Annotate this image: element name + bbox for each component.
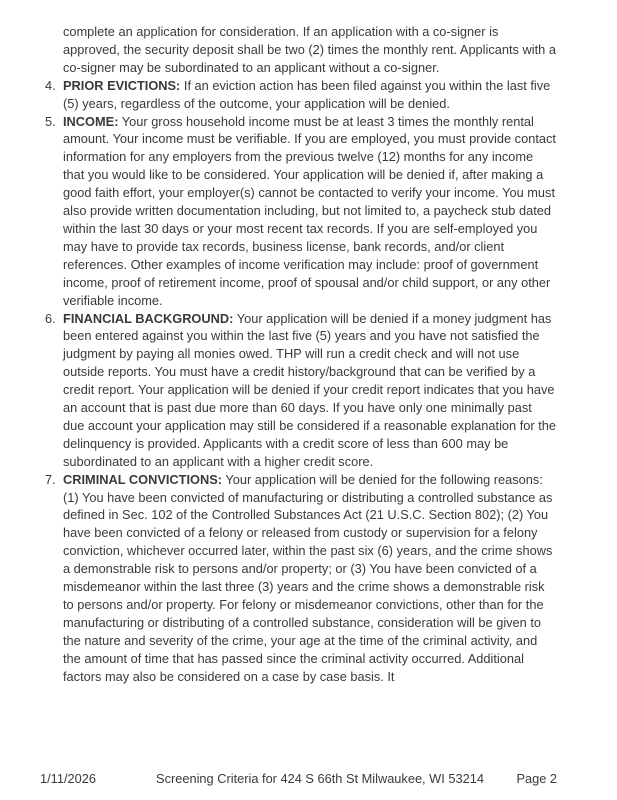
list-item-number: 7. [45,471,56,487]
list-item-text: Your application will be denied if a money judgment has been entered against you within the last five (5) years and you have not satisfied the judgment by paying all monies owed. THP will run a credit check and will not use outside reports. You must have a credit history/background that can be verified by a credit report. Your application will be denied if your credit report indicates that you have an account that is past due more than 60 days. If you have only one minimally past due account your application may still be considered if a reasonable explanation for the delinquency is provided. Applicants with a credit score of less than 600 may be subordinated to an applicant with a higher credit score. [63,310,556,469]
list-item-financial-background [45,310,556,471]
list-item-criminal-convictions [45,471,556,686]
list-item-title: INCOME: [63,113,119,129]
list-item-text: Your gross household income must be at least 3 times the monthly rental amount. Your income must be verifiable. If you are employed, you must provide contact information for any employers from the previous twelve (12) months for any income that you would like to be considered. Your application will be denied if, after making a good faith effort, your employer(s) cannot be contacted to verify your income. You must also provide written documentation including, but not limited to, a paycheck stub dated within the last 30 days or your most recent tax records. If you are self-employed you may have to provide tax records, business license, bank records, and/or client references. Other examples of income verification may include: proof of government income, proof of retirement income, proof of spousal and/or child support, or any other verifiable income. [63,113,556,308]
list-item-number: 5. [45,113,56,129]
list-item-prior-evictions [45,77,556,113]
list-item-text: If an eviction action has been filed against you within the last five (5) years, regardless of the outcome, your application will be denied. [63,77,551,111]
list-item-title: FINANCIAL BACKGROUND: [63,310,234,326]
list-item-title: PRIOR EVICTIONS: [63,77,181,93]
footer-page-number: Page 2 [516,771,557,786]
list-item-title: CRIMINAL CONVICTIONS: [63,471,223,487]
page-footer [0,771,617,791]
footer-title: Screening Criteria for 424 S 66th St Milwaukee, WI 53214 [156,771,484,786]
list-item-income [45,113,556,310]
footer-date: 1/11/2026 [40,771,96,786]
paragraph-continuation: complete an application for consideration. If an application with a co-signer is approved, the security deposit shall be two (2) times the monthly rent. Applicants with a co-signer may be subordinated to an applicant without a co-signer. [63,24,556,75]
list-item-number: 4. [45,77,56,93]
document-body [45,23,556,686]
list-item-number: 6. [45,310,56,326]
list-item-text: Your application will be denied for the following reasons: (1) You have been convicted of manufacturing or distributing a controlled substance as defined in Sec. 102 of the Controlled Substances Act (21 U.S.C. Section 802); (2) You have been convicted of a felony or released from custody or supervision for a felony conviction, whichever occurred later, within the past six (6) years, and the crime shows a demonstrable risk to persons and/or property; or (3) You have been convicted of a misdemeanor within the last three (3) years and the crime shows a demonstrable risk to persons and/or property. For felony or misdemeanor convictions, other than for the manufacturing or distributing of a controlled substance, consideration will be given to the nature and severity of the crime, your age at the time of the criminal activity, and the amount of time that has passed since the criminal activity occurred. Additional factors may also be considered on a case by case basis. It [63,471,553,684]
